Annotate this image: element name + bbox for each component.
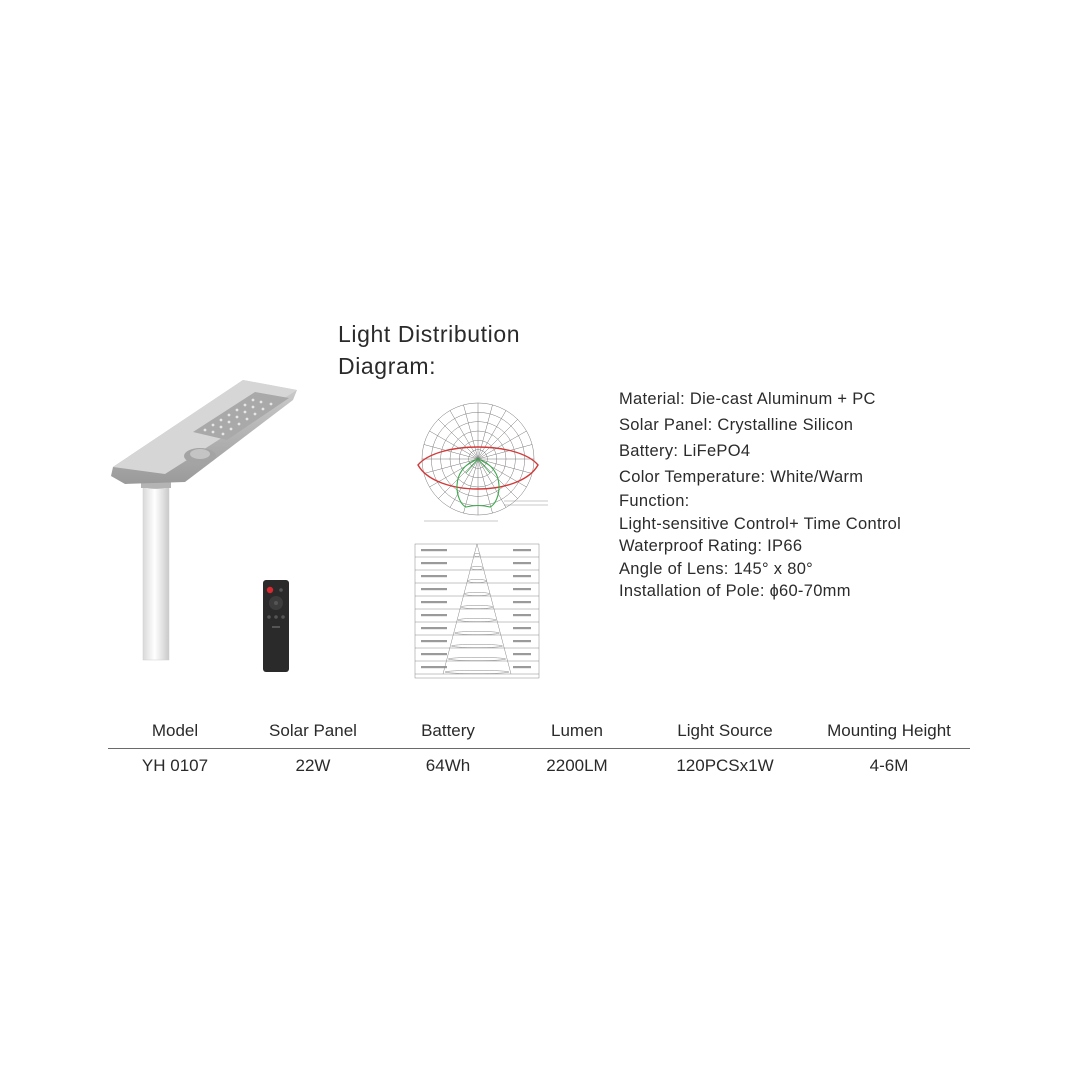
table-header-cell: Mounting Height bbox=[827, 721, 951, 740]
table-cell: YH 0107 bbox=[141, 756, 209, 775]
table-header-cell: Lumen bbox=[551, 721, 603, 740]
diagram-heading bbox=[338, 318, 598, 382]
table-header-row bbox=[108, 716, 970, 749]
table-cell: 4-6M bbox=[869, 756, 909, 775]
table-header-cell: Battery bbox=[421, 721, 475, 740]
spec-lens-angle: Angle of Lens: 145° x 80° bbox=[619, 559, 814, 578]
spec-solar-panel: Solar Panel: Crystalline Silicon bbox=[619, 416, 854, 434]
diagram-heading-line2: Diagram: bbox=[338, 353, 437, 379]
table-cell: 64Wh bbox=[425, 756, 471, 775]
illuminance-cone-image bbox=[405, 540, 542, 686]
remote-control-image bbox=[262, 579, 290, 673]
spec-function-label: Function: bbox=[619, 492, 690, 510]
table-cell: 22W bbox=[295, 756, 331, 775]
diagram-heading-line1: Light Distribution bbox=[338, 321, 521, 347]
table-row bbox=[108, 749, 970, 783]
spec-waterproof: Waterproof Rating: IP66 bbox=[619, 537, 803, 555]
table-header-cell: Solar Panel bbox=[269, 721, 357, 740]
spec-table bbox=[108, 716, 970, 783]
spec-pole: Installation of Pole: ɸ60-70mm bbox=[619, 582, 851, 600]
spec-battery: Battery: LiFePO4 bbox=[619, 442, 751, 460]
table-cell: 2200LM bbox=[546, 756, 608, 775]
table-header-cell: Light Source bbox=[677, 721, 773, 740]
table-cell: 120PCSx1W bbox=[676, 756, 774, 775]
polar-diagram-image bbox=[408, 393, 558, 525]
table-header-cell: Model bbox=[151, 721, 199, 740]
spec-material: Material: Die-cast Aluminum + PC bbox=[619, 390, 876, 408]
spec-color-temperature: Color Temperature: White/Warm bbox=[619, 468, 864, 486]
spec-list bbox=[619, 386, 901, 603]
spec-function-value: Light-sensitive Control+ Time Control bbox=[619, 514, 902, 533]
